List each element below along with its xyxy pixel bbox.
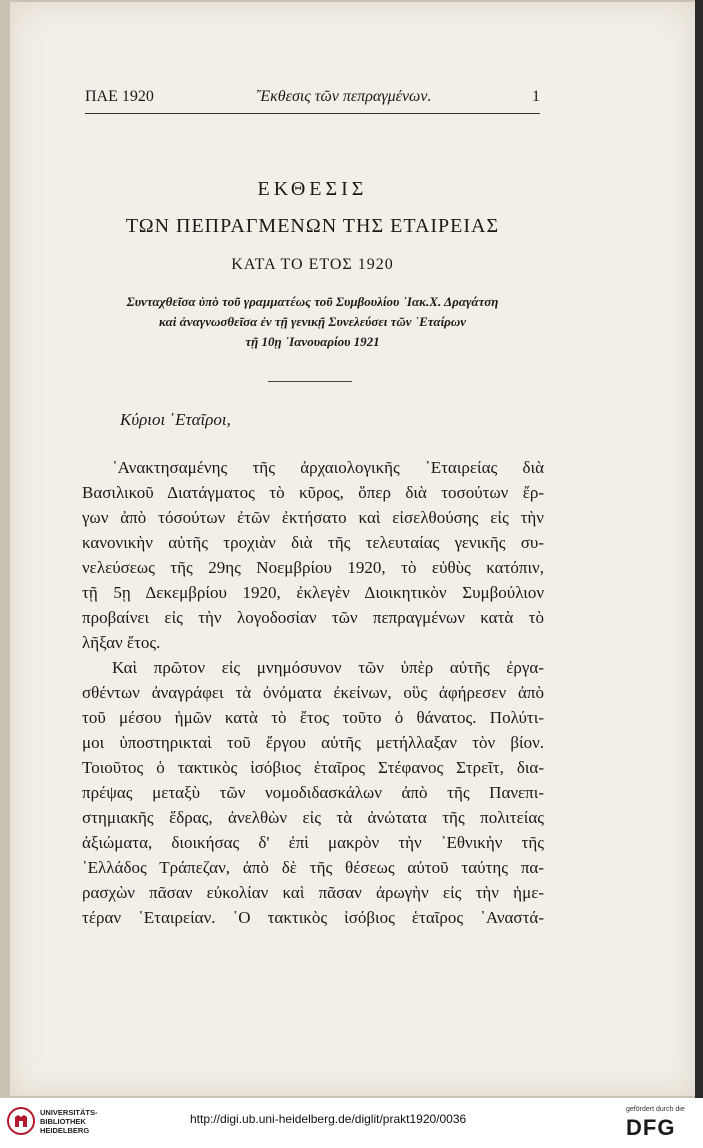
body-line: Καὶ πρῶτον εἰς μνημόσυνον τῶν ὑπὲρ αὐτῆς ἐργα- (112, 658, 544, 677)
body-line: πρέψας μεταξὺ τῶν νομοδιδασκάλων ἀπὸ τῆς Πανεπι- (82, 783, 544, 802)
title-line-1: ΕΚΘΕΣΙΣ (257, 178, 368, 200)
university-library-label[interactable]: UNIVERSITÄTS- BIBLIOTHEK HEIDELBERG (40, 1108, 98, 1135)
body-line: λῆξαν ἔτος. (82, 633, 161, 652)
separator-rule (268, 381, 352, 382)
body-text (82, 455, 544, 930)
body-line: Βασιλικοῦ Διατάγματος τὸ κῦρος, ὅπερ διὰ τοσούτων ἔρ- (82, 483, 544, 502)
body-line: κανονικὴν αὐτῆς τροχιὰν διὰ τῆς τελευταίας γενικῆς συ- (82, 533, 544, 552)
page-number: 1 (532, 88, 540, 105)
body-line: γων ἀπὸ τόσούτων ἐτῶν ἐκτήσατο καὶ εἰσελθούσης εἰς τὴν (82, 508, 544, 527)
body-line: τῇ 5ῃ Δεκεμβρίου 1920, ἐκλεγὲν Διοικητικὸν Συμβούλιον (82, 583, 544, 602)
body-line: ᾿Ανακτησαμένης τῆς ἀρχαιολογικῆς ῾Εταιρείας διὰ (112, 458, 544, 477)
title-block (85, 178, 540, 352)
body-line: μοι ὑποστηρικταὶ τοῦ ἔργου αὐτῆς μετήλλαξαν τὸν βίον. (82, 733, 544, 752)
body-line: ἀξιώματα, διοικήσας δ' ἐπὶ μακρὸν τὴν ᾿Εθνικὴν τῆς (82, 833, 544, 852)
subtitle-line: τῇ 10ῃ ᾿Ιανουαρίου 1921 (245, 334, 380, 349)
university-seal-icon[interactable] (6, 1106, 36, 1136)
title-line-3: ΚΑΤΑ ΤΟ ΕΤΟΣ 1920 (231, 256, 394, 273)
body-line: στημιακῆς ἕδρας, ἀνελθὼν εἰς τὰ ἀνώτατα τῆς πολιτείας (82, 808, 544, 827)
body-line: ρασχὼν πᾶσαν εὐκολίαν καὶ πᾶσαν ἀρωγὴν εἰς τὴν ἡμε- (82, 883, 544, 902)
running-head-journal: ΠΑΕ 1920 (85, 88, 154, 105)
body-line: τέραν ῾Εταιρείαν. ῾Ο τακτικὸς ἰσόβιος ἑταῖρος ᾿Αναστά- (82, 908, 544, 927)
funded-by-label: gefördert durch die (626, 1106, 685, 1113)
body-line: σθέντων ἀναγράφει τὰ ὀνόματα ἐκείνων, οὓς ἀφήρεσεν ἀπὸ (82, 683, 544, 702)
permalink-url[interactable]: http://digi.ub.uni-heidelberg.de/diglit/prakt1920/0036 (190, 1112, 467, 1126)
viewer-footer (0, 1098, 703, 1148)
body-line: ῾Ελλάδος Τράπεζαν, ἀπὸ δὲ τῆς θέσεως αὐτοῦ ταύτης πα- (82, 858, 544, 877)
body-line: τοῦ μέσου ἡμῶν κατὰ τὸ ἔτος τοῦτο ὁ θάνατος. Πολύτι- (82, 708, 544, 727)
body-line: προβαίνει εἰς τὴν λογοδοσίαν τῶν πεπραγμένων κατὰ τὸ (82, 608, 544, 627)
page-edge (695, 0, 703, 1098)
subtitle-line: καὶ ἀναγνωσθεῖσα ἐν τῇ γενικῇ Συνελεύσει τῶν ῾Εταίρων (158, 314, 467, 329)
dfg-logo[interactable]: DFG (626, 1115, 676, 1140)
body-line: νελεύσεως τῆς 29ης Νοεμβρίου 1920, τὸ εὐθὺς κατόπιν, (82, 558, 544, 577)
body-line: Τοιοῦτος ὁ τακτικὸς ἰσόβιος ἑταῖρος Στέφανος Στρεῖτ, δια- (82, 758, 544, 777)
header-rule (85, 113, 540, 114)
salutation: Κύριοι ῾Εταῖροι, (120, 410, 231, 429)
subtitle-line: Συνταχθεῖσα ὑπὸ τοῦ γραμματέως τοῦ Συμβουλίου ᾿Ιακ.Χ. Δραγάτση (126, 294, 499, 309)
title-line-2: ΤΩΝ ΠΕΠΡΑΓΜΕΝΩΝ ΤΗΣ ΕΤΑΙΡΕΙΑΣ (125, 215, 500, 237)
running-head-title: ῎Εκθεσις τῶν πεπραγμένων. (255, 88, 432, 105)
subtitle (85, 292, 540, 352)
running-head (85, 88, 540, 110)
